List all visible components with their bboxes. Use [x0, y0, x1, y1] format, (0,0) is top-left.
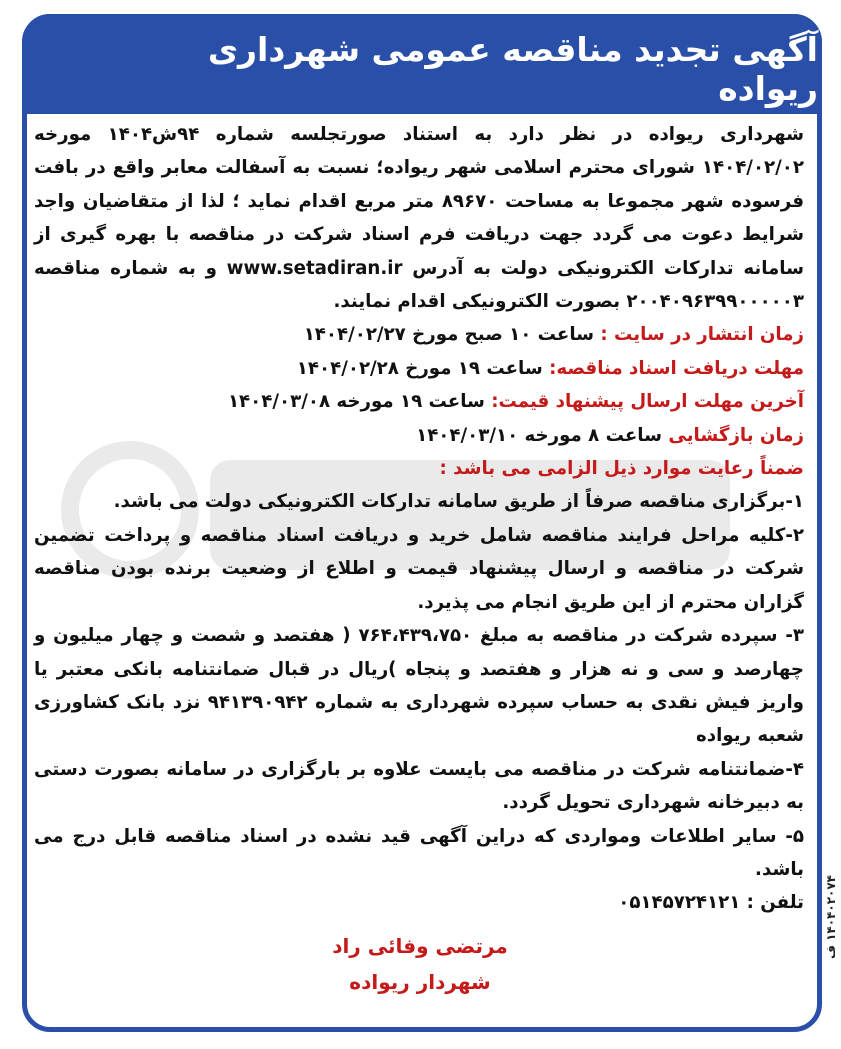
signatory-name: مرتضی وفائی راد: [332, 934, 508, 958]
schedule-label: مهلت دریافت اسناد مناقصه:: [549, 357, 804, 379]
announcement-body: [34, 118, 804, 920]
requirement-item: ۵- سایر اطلاعات وموارد‌ی که دراین آگهی قید نشده در اسناد مناقصه قابل درج می باشد.: [34, 825, 804, 880]
phone-number: ۰۵۱۴۵۷۲۴۱۲۱: [618, 892, 741, 914]
requirement-item: ۲-کلیه مراحل فرایند مناقصه شامل خرید و دریافت اسناد مناقصه و پرداخت تضمین شرکت در مناقصه و ارسال پیشنهاد قیمت و اطلاع از وضعیت برنده بودن مناقصه گزاران محترم از این طریق انجام می پذیرد.: [34, 524, 804, 613]
schedule-label: زمان انتشار در سایت :: [600, 324, 804, 346]
header-bar: [22, 14, 822, 114]
schedule-label: زمان بازگشایی: [668, 424, 804, 446]
schedule-row-publish: [34, 318, 804, 351]
schedule-row-bid: [34, 385, 804, 418]
schedule-value: ساعت ۱۰ صبح مورخ ۱۴۰۴/۰۲/۲۷: [303, 324, 595, 346]
schedule-value: ساعت ۸ مورخه ۱۴۰۴/۰۳/۱۰: [416, 424, 662, 446]
requirements-heading: ضمناً رعایت موارد ذیل الزامی می باشد :: [439, 458, 804, 480]
page-title: آگهی تجدید مناقصه عمومی شهرداری ریواده: [207, 30, 818, 108]
phone-label: تلفن :: [746, 892, 804, 914]
requirement-item: ۳- سپرده شرکت در مناقصه به مبلغ ۷۶۴،۴۳۹،۷۵۰ ( هفتصد و شصت و چهار میلیون و چهارصد و سی و نه هزار و هفتصد و پنجاه )ریال در قبال ضمانتنامه بانکی معتبر یا واریز فیش نقدی به حساب سپرده شهرداری به شماره ۹۴۱۳۹۰۹۴۲ نزد بانک کشاورزی شعبه ریواده: [34, 625, 804, 747]
schedule-value: ساعت ۱۹ مورخه ۱۴۰۴/۰۳/۰۸: [227, 391, 485, 413]
schedule-value: ساعت ۱۹ مورخ ۱۴۰۴/۰۲/۲۸: [296, 357, 543, 379]
schedule-label: آخرین مهلت ارسال پیشنهاد قیمت:: [491, 391, 804, 413]
requirement-item: ۴-ضمانتنامه شرکت در مناقصه می بایست علاوه بر بارگزاری در سامانه بصورت دستی به دبیرخانه شهرداری تحویل گردد.: [34, 758, 804, 814]
signatory-title: شهردار ریواده: [349, 970, 491, 994]
title-banner: [156, 30, 818, 108]
requirement-item: ۱-برگزاری مناقصه صرفاً از طریق سامانه تدارکات الکترونیکی دولت می باشد.: [113, 491, 804, 513]
schedule-row-docs: [34, 352, 804, 385]
side-reference-code: ۱۴۰۴۰۲۰۷۴ ف: [824, 875, 838, 960]
schedule-row-opening: [34, 419, 804, 452]
phone-row: [34, 886, 804, 919]
intro-paragraph: شهرداری ریواده در نظر دارد به استناد صورتجلسه شماره ۹۴ش۱۴۰۴ مورخه ۱۴۰۴/۰۲/۰۲ شورای محترم اسلامی شهر ریواده؛ نسبت به آسفالت معابر واقع در بافت فرسوده شهر مجموعا به مساحت ۸۹۶۷۰ متر مربع اقدام نماید ؛ لذا از متقاضیان واجد شرایط دعوت می گردد جهت دریافت فرم اسناد شرکت در مناقصه با بهره گیری از سامانه تدارکات الکترونیکی دولت به آدرس www.setadiran.ir و به شماره مناقصه ۲۰۰۴۰۹۶۳۹۹۰۰۰۰۰۳ بصورت الکترونیکی اقدام نمایند.: [34, 124, 804, 313]
